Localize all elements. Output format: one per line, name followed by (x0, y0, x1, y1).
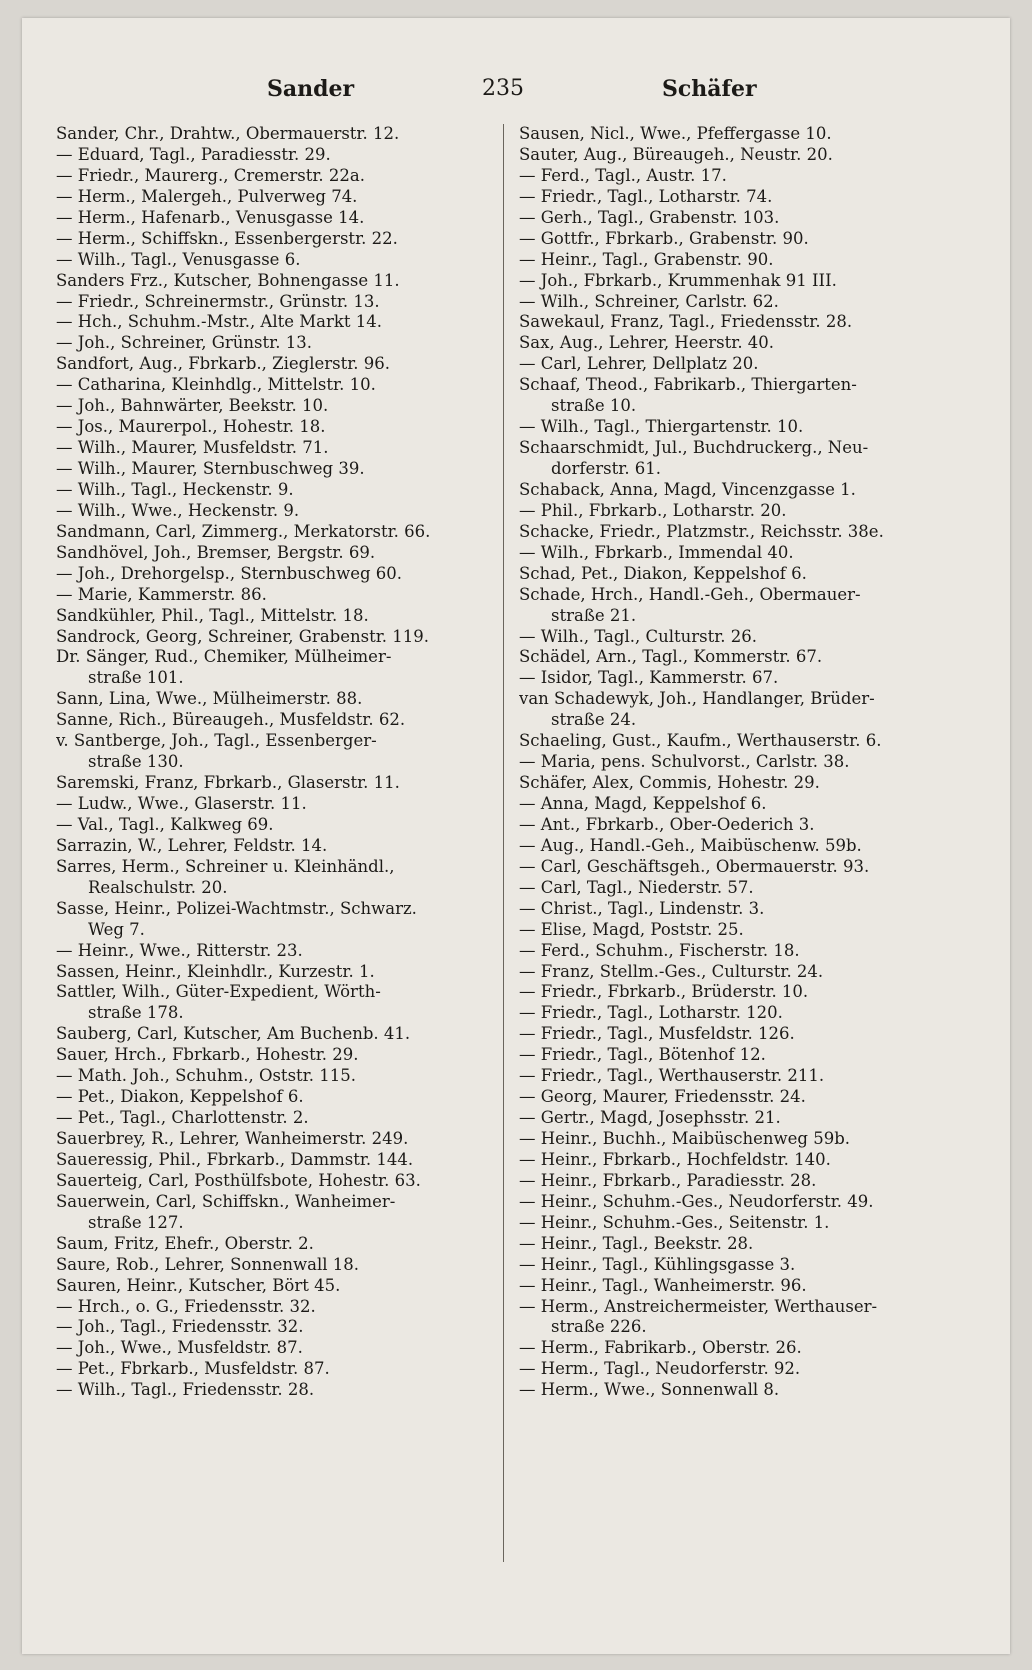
left-column (56, 124, 494, 1401)
directory-entry: — Herm., Tagl., Neudorferstr. 92. (519, 1359, 801, 1379)
directory-entry: Sauer, Hrch., Fbrkarb., Hohestr. 29. (56, 1045, 359, 1065)
directory-entry: Schad, Pet., Diakon, Keppelshof 6. (519, 563, 807, 583)
directory-entry: v. Santberge, Joh., Tagl., Essenberger- (56, 731, 377, 751)
directory-entry: — Wilh., Tagl., Culturstr. 26. (519, 626, 758, 646)
directory-entry: — Friedr., Tagl., Bötenhof 12. (519, 1045, 766, 1065)
header-right-name: Schäfer (662, 76, 757, 102)
directory-entry: — Friedr., Tagl., Musfeldstr. 126. (519, 1024, 795, 1044)
directory-entry: Sander, Chr., Drahtw., Obermauerstr. 12. (56, 124, 400, 143)
directory-entry: — Gottfr., Fbrkarb., Grabenstr. 90. (519, 228, 809, 248)
directory-entry: — Joh., Tagl., Friedensstr. 32. (56, 1317, 304, 1337)
directory-entry: — Catharina, Kleinhdlg., Mittelstr. 10. (56, 375, 376, 395)
directory-entry: — Georg, Maurer, Friedensstr. 24. (519, 1087, 806, 1107)
directory-entry: — Friedr., Schreinermstr., Grünstr. 13. (56, 291, 380, 311)
directory-entry: Sattler, Wilh., Güter-Expedient, Wörth- (56, 982, 381, 1002)
directory-entry: — Hrch., o. G., Friedensstr. 32. (56, 1296, 316, 1316)
directory-entry: — Gerh., Tagl., Grabenstr. 103. (519, 207, 780, 227)
directory-entry: — Wilh., Schreiner, Carlstr. 62. (519, 291, 779, 311)
directory-entry: — Joh., Wwe., Musfeldstr. 87. (56, 1338, 303, 1358)
directory-entry: — Heinr., Tagl., Wanheimerstr. 96. (519, 1275, 807, 1295)
directory-entry: Schaeling, Gust., Kaufm., Werthauserstr. 6. (519, 731, 882, 751)
header-left-name: Sander (267, 76, 355, 102)
directory-entry: — Heinr., Schuhm.-Ges., Seitenstr. 1. (519, 1212, 830, 1232)
directory-entry: Schaarschmidt, Jul., Buchdruckerg., Neu- (519, 438, 869, 458)
directory-entry: Schäfer, Alex, Commis, Hohestr. 29. (519, 773, 820, 793)
directory-entry: — Jos., Maurerpol., Hohestr. 18. (56, 417, 326, 437)
directory-entry: — Aug., Handl.-Geh., Maibüschenw. 59b. (519, 835, 862, 855)
directory-entry: Sandrock, Georg, Schreiner, Grabenstr. 119. (56, 626, 430, 646)
directory-entry: Sauter, Aug., Büreaugeh., Neustr. 20. (519, 144, 833, 164)
directory-entry: Sauerbrey, R., Lehrer, Wanheimerstr. 249. (56, 1129, 409, 1148)
directory-entry: — Heinr., Schuhm.-Ges., Neudorferstr. 49. (519, 1191, 874, 1211)
directory-entry: Sandfort, Aug., Fbrkarb., Zieglerstr. 96. (56, 354, 391, 374)
directory-entry: — Friedr., Maurerg., Cremerstr. 22a. (56, 165, 366, 185)
directory-entry: — Wilh., Wwe., Heckenstr. 9. (56, 500, 300, 520)
directory-entry: — Joh., Fbrkarb., Krummenhak 91 III. (519, 270, 837, 290)
directory-entry: — Heinr., Buchh., Maibüschenweg 59b. (519, 1129, 851, 1148)
directory-entry: Sawekaul, Franz, Tagl., Friedensstr. 28. (519, 312, 853, 332)
directory-entry: — Wilh., Fbrkarb., Immendal 40. (519, 542, 794, 562)
directory-entry: Dr. Sänger, Rud., Chemiker, Mülheimer- (56, 647, 392, 667)
column-divider (503, 124, 504, 1562)
directory-entry: — Heinr., Wwe., Ritterstr. 23. (56, 940, 303, 960)
directory-entry: Sanne, Rich., Büreaugeh., Musfeldstr. 62. (56, 710, 406, 730)
directory-entry: — Carl, Geschäftsgeh., Obermauerstr. 93. (519, 856, 870, 876)
directory-entry: — Christ., Tagl., Lindenstr. 3. (519, 898, 765, 918)
directory-entry: — Joh., Schreiner, Grünstr. 13. (56, 333, 312, 353)
directory-entry: Sausen, Nicl., Wwe., Pfeffergasse 10. (519, 124, 832, 143)
directory-entry: — Heinr., Tagl., Grabenstr. 90. (519, 249, 774, 269)
directory-entry: — Wilh., Tagl., Friedensstr. 28. (56, 1380, 315, 1400)
directory-entry: — Joh., Bahnwärter, Beekstr. 10. (56, 396, 329, 416)
directory-entry: — Val., Tagl., Kalkweg 69. (56, 814, 274, 834)
directory-entry: — Herm., Schiffskn., Essenbergerstr. 22. (56, 228, 398, 248)
directory-entry: Sauerteig, Carl, Posthülfsbote, Hohestr. 63. (56, 1170, 421, 1190)
directory-entry: — Hch., Schuhm.-Mstr., Alte Markt 14. (56, 312, 382, 332)
directory-entry: Sauberg, Carl, Kutscher, Am Buchenb. 41. (56, 1024, 411, 1044)
directory-entry: — Joh., Drehorgelsp., Sternbuschweg 60. (56, 563, 403, 583)
directory-entry: — Herm., Wwe., Sonnenwall 8. (519, 1380, 780, 1400)
directory-entry: — Phil., Fbrkarb., Lotharstr. 20. (519, 500, 787, 520)
directory-entry: — Marie, Kammerstr. 86. (56, 584, 267, 604)
directory-entry: — Herm., Anstreichermeister, Werthauser- (519, 1296, 878, 1316)
directory-entry: Schaback, Anna, Magd, Vincenzgasse 1. (519, 479, 856, 499)
directory-entry: Schaaf, Theod., Fabrikarb., Thiergarten- (519, 375, 857, 395)
directory-entry: straße 226. (551, 1317, 647, 1337)
directory-entry: Sandmann, Carl, Zimmerg., Merkatorstr. 66. (56, 521, 431, 541)
directory-entry: Saremski, Franz, Fbrkarb., Glaserstr. 11. (56, 773, 400, 793)
directory-entry: — Ant., Fbrkarb., Ober-Oederich 3. (519, 814, 815, 834)
directory-entry: — Carl, Lehrer, Dellplatz 20. (519, 354, 759, 374)
directory-entry: — Pet., Tagl., Charlottenstr. 2. (56, 1108, 309, 1128)
directory-entry: Sann, Lina, Wwe., Mülheimerstr. 88. (56, 689, 363, 709)
directory-entry: — Herm., Hafenarb., Venusgasse 14. (56, 207, 365, 227)
directory-entry: — Wilh., Maurer, Sternbuschweg 39. (56, 459, 365, 478)
directory-entry: van Schadewyk, Joh., Handlanger, Brüder- (519, 689, 875, 709)
directory-entry: straße 130. (88, 752, 184, 772)
directory-entry: Saueressig, Phil., Fbrkarb., Dammstr. 144. (56, 1149, 414, 1169)
directory-entry: — Heinr., Tagl., Kühlingsgasse 3. (519, 1254, 796, 1274)
directory-entry: — Eduard, Tagl., Paradiesstr. 29. (56, 144, 331, 164)
directory-entry: — Wilh., Tagl., Venusgasse 6. (56, 249, 301, 269)
directory-entry: Sauerwein, Carl, Schiffskn., Wanheimer- (56, 1191, 396, 1211)
directory-entry: Sandkühler, Phil., Tagl., Mittelstr. 18. (56, 605, 369, 625)
directory-entry: Sandhövel, Joh., Bremser, Bergstr. 69. (56, 542, 376, 562)
directory-entry: — Ludw., Wwe., Glaserstr. 11. (56, 794, 307, 813)
directory-entry: Sauren, Heinr., Kutscher, Bört 45. (56, 1275, 341, 1295)
directory-entry: Schade, Hrch., Handl.-Geh., Obermauer- (519, 584, 861, 604)
directory-entry: straße 178. (88, 1003, 184, 1023)
directory-entry: — Herm., Malergeh., Pulverweg 74. (56, 186, 358, 206)
directory-entry: — Ferd., Tagl., Austr. 17. (519, 165, 727, 185)
directory-entry: Saure, Rob., Lehrer, Sonnenwall 18. (56, 1254, 360, 1274)
directory-entry: — Franz, Stellm.-Ges., Culturstr. 24. (519, 961, 824, 981)
directory-page (22, 18, 1010, 1654)
directory-entry: straße 24. (551, 710, 637, 730)
directory-entry: Sarres, Herm., Schreiner u. Kleinhändl., (56, 856, 395, 876)
directory-entry: Sasse, Heinr., Polizei-Wachtmstr., Schwarz. (56, 898, 417, 918)
directory-entry: — Math. Joh., Schuhm., Oststr. 115. (56, 1066, 356, 1086)
directory-entry: Sassen, Heinr., Kleinhdlr., Kurzestr. 1. (56, 961, 375, 981)
directory-entry: — Carl, Tagl., Niederstr. 57. (519, 877, 754, 897)
directory-entry: — Wilh., Tagl., Heckenstr. 9. (56, 479, 294, 499)
directory-entry: — Ferd., Schuhm., Fischerstr. 18. (519, 940, 800, 960)
directory-entry: straße 21. (551, 605, 637, 625)
page-number: 235 (482, 76, 524, 101)
directory-entry: Sax, Aug., Lehrer, Heerstr. 40. (519, 333, 775, 353)
directory-entry: — Wilh., Maurer, Musfeldstr. 71. (56, 438, 329, 458)
directory-entry: — Gertr., Magd, Josephsstr. 21. (519, 1108, 781, 1128)
directory-entry: — Friedr., Tagl., Werthauserstr. 211. (519, 1066, 825, 1086)
directory-entry: Schädel, Arn., Tagl., Kommerstr. 67. (519, 647, 823, 667)
directory-entry: — Maria, pens. Schulvorst., Carlstr. 38. (519, 752, 850, 772)
directory-entry: — Pet., Diakon, Keppelshof 6. (56, 1087, 304, 1107)
directory-entry: — Wilh., Tagl., Thiergartenstr. 10. (519, 417, 804, 437)
directory-entry: — Isidor, Tagl., Kammerstr. 67. (519, 668, 779, 688)
directory-entry: — Anna, Magd, Keppelshof 6. (519, 794, 767, 813)
directory-entry: Sarrazin, W., Lehrer, Feldstr. 14. (56, 835, 328, 855)
directory-entry: straße 101. (88, 668, 184, 688)
directory-entry: dorferstr. 61. (551, 459, 662, 478)
directory-entry: straße 10. (551, 396, 637, 416)
directory-entry: Sanders Frz., Kutscher, Bohnengasse 11. (56, 270, 400, 290)
directory-entry: Saum, Fritz, Ehefr., Oberstr. 2. (56, 1233, 314, 1253)
directory-entry: Weg 7. (88, 919, 145, 939)
directory-entry: — Friedr., Fbrkarb., Brüderstr. 10. (519, 982, 809, 1002)
directory-entry: — Friedr., Tagl., Lotharstr. 120. (519, 1003, 783, 1023)
directory-entry: Schacke, Friedr., Platzmstr., Reichsstr. 38e. (519, 521, 884, 541)
directory-entry: — Heinr., Tagl., Beekstr. 28. (519, 1233, 754, 1253)
right-column (519, 124, 989, 1401)
page-header (22, 76, 1010, 110)
directory-entry: Realschulstr. 20. (88, 877, 228, 897)
directory-entry: — Heinr., Fbrkarb., Paradiesstr. 28. (519, 1170, 817, 1190)
directory-entry: — Pet., Fbrkarb., Musfeldstr. 87. (56, 1359, 330, 1379)
directory-entry: — Friedr., Tagl., Lotharstr. 74. (519, 186, 773, 206)
directory-entry: — Herm., Fabrikarb., Oberstr. 26. (519, 1338, 802, 1358)
directory-entry: — Elise, Magd, Poststr. 25. (519, 919, 744, 939)
directory-entry: straße 127. (88, 1212, 184, 1232)
directory-entry: — Heinr., Fbrkarb., Hochfeldstr. 140. (519, 1149, 831, 1169)
